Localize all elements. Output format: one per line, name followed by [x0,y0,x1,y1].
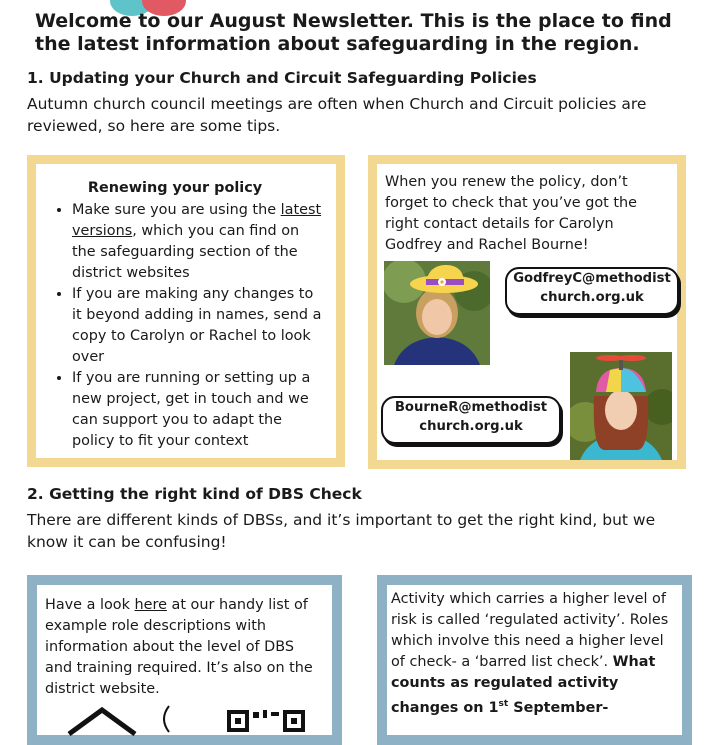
carolyn-photo [384,261,490,365]
bracket-icon [157,704,171,734]
latest-versions-link[interactable]: latest versions [72,202,322,239]
section1-body: Autumn church council meetings are often when Church and Circuit policies are reviewed, so here are some tips. [27,95,647,135]
carolyn-email-bubble: GodfreyC@methodist church.org.uk [505,267,679,315]
list-item: • If you are running or setting up a new project, get in touch and we can support you to adapt the policy to fit your context [72,368,322,452]
rachel-email-bubble: BourneR@methodist church.org.uk [381,396,561,444]
section2-title: 2. Getting the right kind of DBS Check [27,485,362,503]
rachel-photo [570,352,672,460]
welcome-heading: Welcome to our August Newsletter. This is the place to find the latest information about safeguarding in the region. [35,10,672,55]
renew-tips-list [48,200,322,452]
contact-intro-text: When you renew the policy, don’t forget to check that you’ve got the right contact details for Carolyn Godfrey and Rachel Bourne! [385,174,637,253]
contact-details-box [368,155,686,469]
dbs-role-list-box: Have a look here at our handy list of example role descriptions with information about the level of DBS and training required. It’s also on the district website. [27,575,342,745]
box-graphics [45,700,324,740]
section1-title: 1. Updating your Church and Circuit Safeguarding Policies [27,69,537,87]
here-link[interactable]: here [134,597,167,613]
list-item: • Make sure you are using the latest versions, which you can find on the safeguarding section of the district websites [72,200,322,284]
section2-body: There are different kinds of DBSs, and it’s important to get the right kind, but we know it can be confusing! [27,511,656,551]
qr-code-icon [227,710,309,740]
renew-policy-box [27,155,345,467]
regulated-activity-box: Activity which carries a higher level of risk is called ‘regulated activity’. Roles which involve this need a higher level of check- a ‘barred list check’. What counts as regulated activity changes on 1st September- [377,575,692,745]
house-outline-icon [67,706,137,736]
list-item: • If you are making any changes to it beyond adding in names, send a copy to Carolyn or Rachel to look over [72,284,322,368]
renew-box-title: Renewing your policy [87,180,263,196]
